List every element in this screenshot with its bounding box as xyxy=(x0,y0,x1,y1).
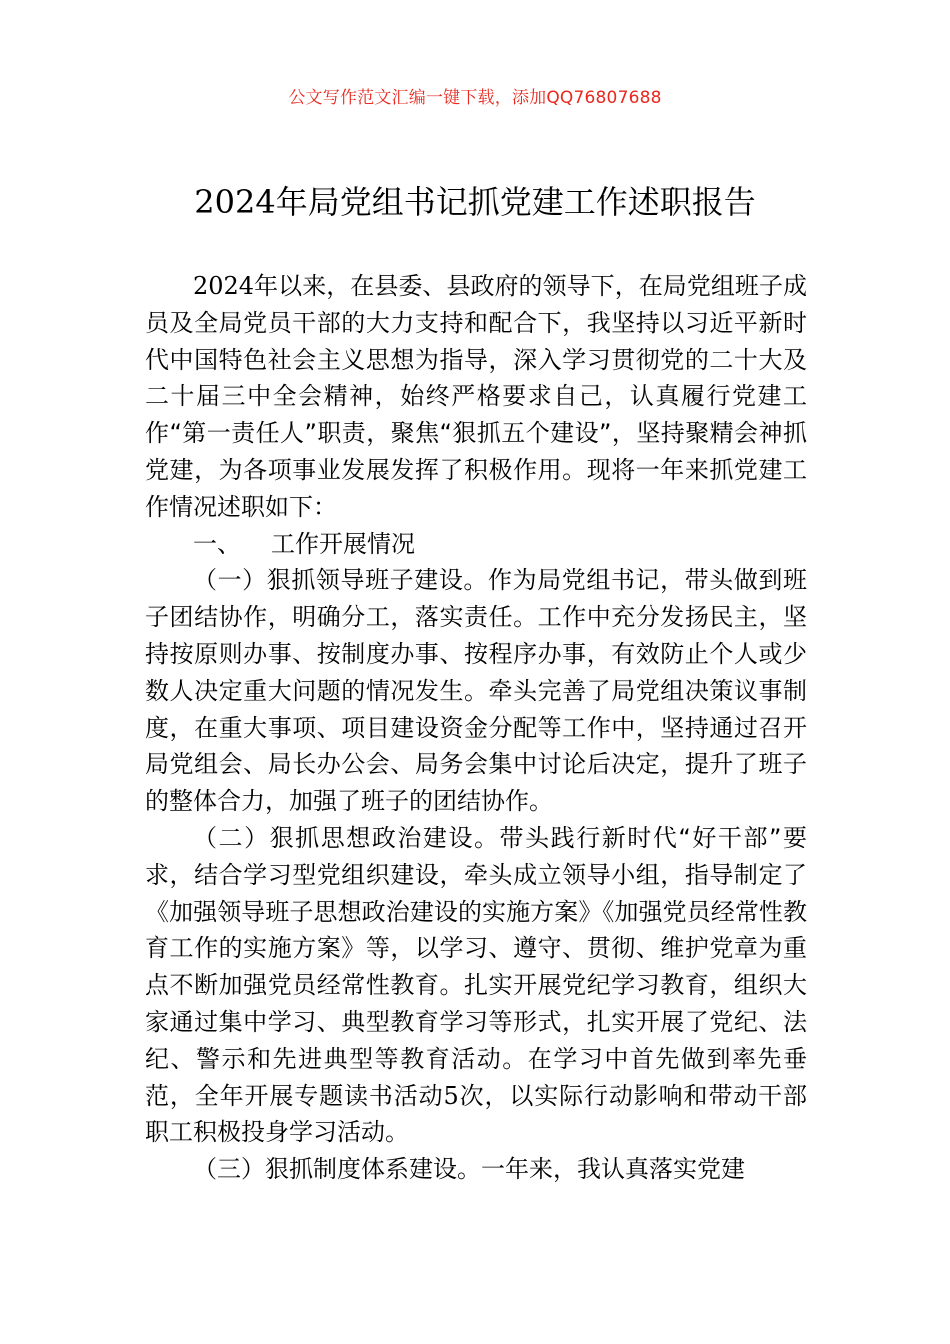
intro-paragraph xyxy=(145,268,807,526)
section-title: 工作开展情况 xyxy=(271,529,415,558)
document-title: 2024年局党组书记抓党建工作述职报告 xyxy=(194,183,756,221)
paragraph-ideology-text-a: （二）狠抓思想政治建设。带头践行新时代“好干部”要求，结合学习型党组织建设，牵头成立领导小组，指导制定了《加强领导班子思想政治建设的实施方案》《加强党员经常性教育工作的实施方案》等，以学习、遵守、贯彻、维护党章为重点不断加强党员经常性教育。扎实开展党纪学习教育，组织大家通过集中学习、典型教育学习等形式，扎实开展了党纪、法纪、警示和先进典型等教育活动。在学习中首先做到率先垂范，全年开展专题读书活动 xyxy=(145,823,807,1110)
reading-activity-count: 5 xyxy=(443,1081,459,1110)
paragraph-ideology-text-b: 次，以实际行动影响和带动干部职工积极投身学习活动。 xyxy=(145,1081,808,1147)
header-download-note: 公文写作范文汇编一键下载，添加QQ76807688 xyxy=(288,88,662,108)
paragraph-institution: （三）狠抓制度体系建设。一年来，我认真落实党建 xyxy=(193,1155,745,1184)
section-number: 一、 xyxy=(193,529,241,558)
intro-text: 年以来，在县委、县政府的领导下，在局党组班子成员及全局党员干部的大力支持和配合下，我坚持以习近平新时代中国特色社会主义思想为指导，深入学习贯彻党的二十大及二十届三中全会精神，始终严格要求自己，认真履行党建工作“第一责任人”职责，聚焦“狠抓五个建设”，坚持聚精会神抓党建，为各项事业发展发挥了积极作用。现将一年来抓党建工作情况述职如下： xyxy=(145,272,807,521)
paragraph-ideology xyxy=(145,820,807,1151)
document-body xyxy=(145,268,807,1188)
paragraph-leadership: （一）狠抓领导班子建设。作为局党组书记，带头做到班子团结协作，明确分工，落实责任。工作中充分发扬民主，坚持按原则办事、按制度办事、按程序办事，有效防止个人或少数人决定重大问题的情况发生。牵头完善了局党组决策议事制度，在重大事项、项目建设资金分配等工作中，坚持通过召开局党组会、局长办公会、局务会集中讨论后决定，提升了班子的整体合力，加强了班子的团结协作。 xyxy=(145,566,807,816)
intro-year: 2024 xyxy=(193,272,255,300)
section-heading-1 xyxy=(145,526,807,563)
